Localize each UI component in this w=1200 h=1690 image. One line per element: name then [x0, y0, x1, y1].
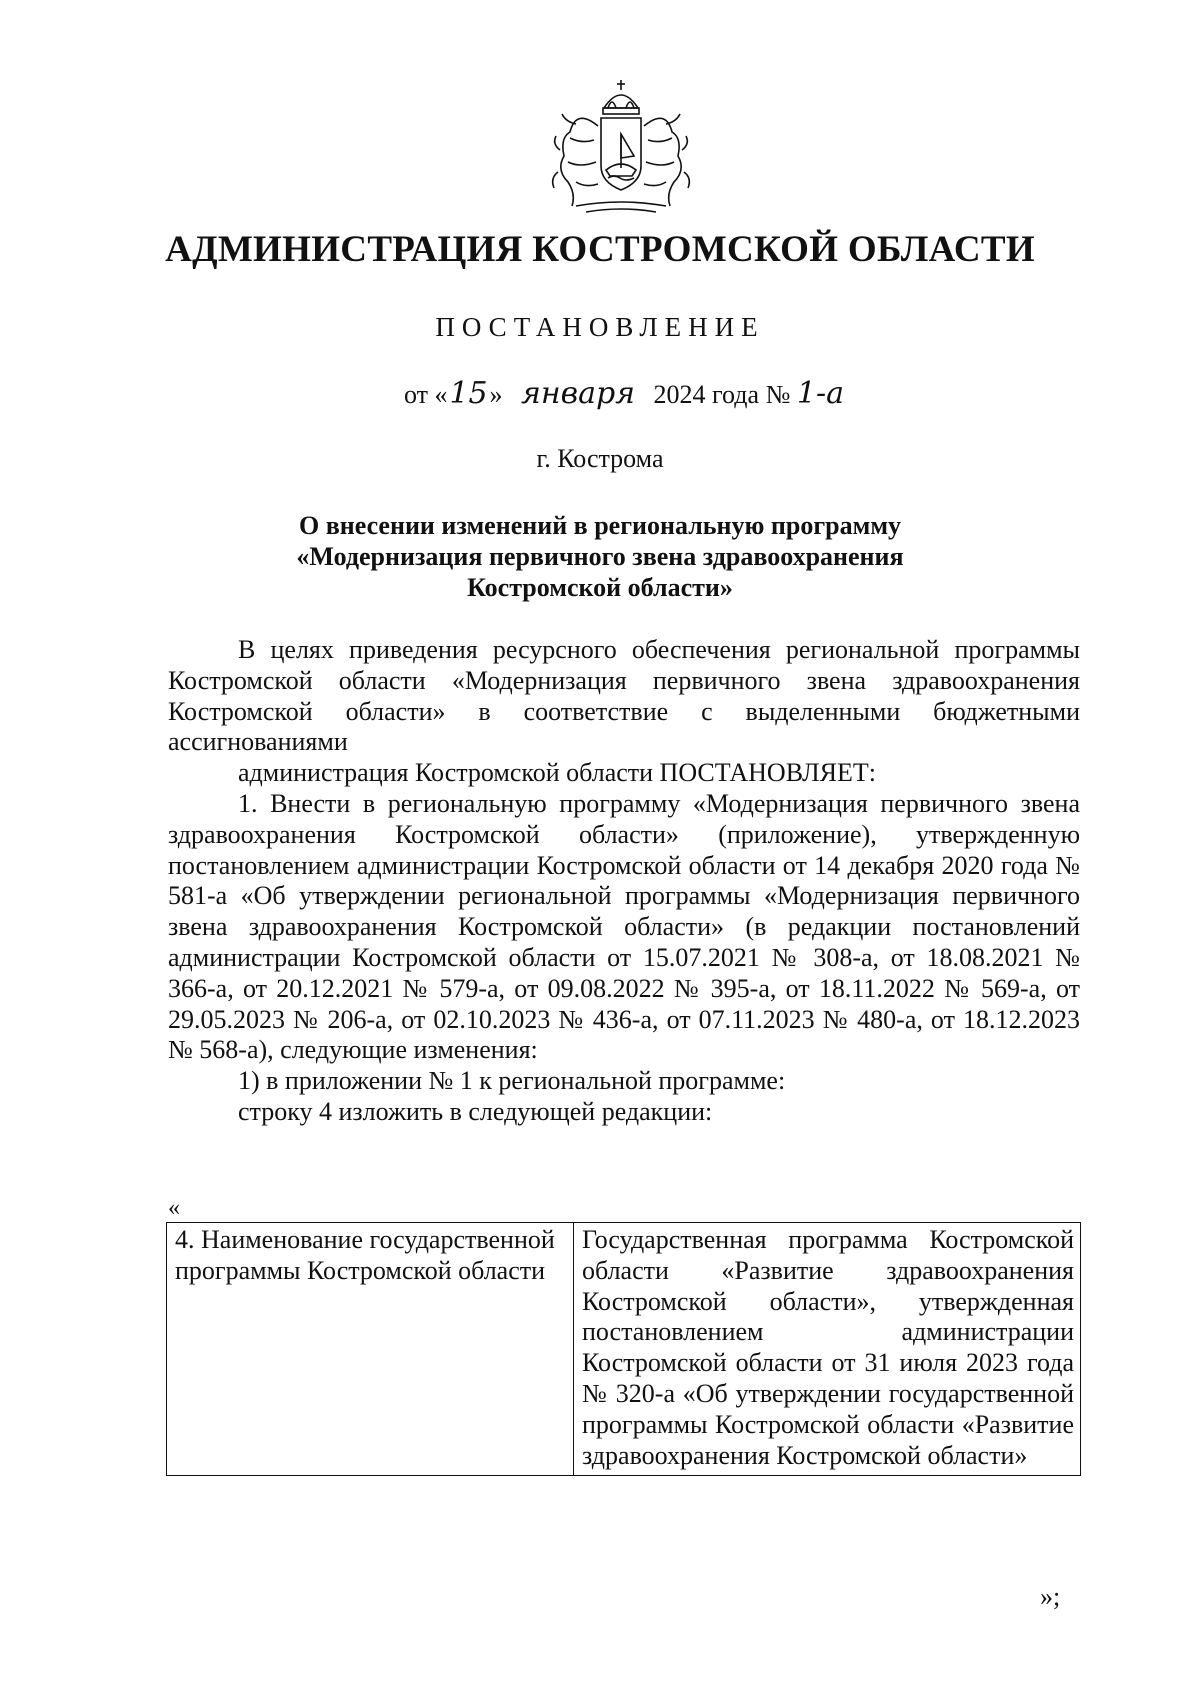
city: г. Кострома [536, 444, 664, 473]
subject-line-2: «Модернизация первичного звена здравоохранения [296, 542, 904, 571]
document-number-handwritten: 1-а [796, 376, 844, 411]
date-year: 2024 года № [653, 380, 791, 409]
document-type: ПОСТАНОВЛЕНИЕ [435, 312, 765, 342]
date-line [404, 376, 844, 411]
document-body [168, 635, 1080, 1128]
date-mid: » [489, 380, 503, 409]
date-prefix: от « [404, 380, 448, 409]
body-paragraph-1: В целях приведения ресурсного обеспечения региональной программы Костромской области «Модернизация первичного звена здравоохранения Костромской области» в соответствие с выделенными бюджетными ассигнованиями [168, 635, 1080, 757]
table-cell-right: Государственная программа Костромской области «Развитие здравоохранения Костромской области», утвержденная постановлением администрации Костромской области от 31 июля 2023 года № 320-а «Об утверждении государственной программы Костромской области «Развитие здравоохранения Костромской области» [574, 1223, 1081, 1476]
body-paragraph-2: администрация Костромской области ПОСТАНОВЛЯЕТ: [238, 758, 877, 788]
date-day-handwritten: 15 [449, 376, 488, 411]
subject-line-3: Костромской области» [467, 573, 733, 602]
table-row [167, 1223, 1081, 1476]
body-paragraph-5: строку 4 изложить в следующей редакции: [238, 1096, 713, 1126]
table-cell-left: 4. Наименование государственной программы Костромской области [167, 1223, 574, 1476]
organization-title: АДМИНИСТРАЦИЯ КОСТРОМСКОЙ ОБЛАСТИ [165, 229, 1035, 270]
amendment-table [166, 1222, 1081, 1476]
quote-close: »; [1040, 1582, 1061, 1611]
document-subject [170, 510, 1030, 603]
quote-open: « [168, 1195, 180, 1221]
body-paragraph-4: 1) в приложении № 1 к региональной программе: [238, 1066, 786, 1096]
date-month-handwritten: января [521, 376, 636, 411]
coat-of-arms-icon [546, 78, 696, 218]
body-paragraph-3: 1. Внести в региональную программу «Модернизация первичного звена здравоохранения Костромской области» (приложение), утвержденную постановлением администрации Костромской области от 14 декабря 2020 года № 581-а «Об утверждении региональной программы «Модернизация первичного звена здравоохранения Костромской области» (в редакции постановлений администрации Костромской области от 15.07.2021 № 308-а, от 18.08.2021 № 366-а, от 20.12.2021 № 579-а, от 09.08.2022 № 395-а, от 18.11.2022 № 569-а, от 29.05.2023 № 206-а, от 02.10.2023 № 436-а, от 07.11.2023 № 480-а, от 18.12.2023 № 568-а), следующие изменения: [168, 788, 1080, 1065]
subject-line-1: О внесении изменений в региональную программу [298, 511, 902, 540]
